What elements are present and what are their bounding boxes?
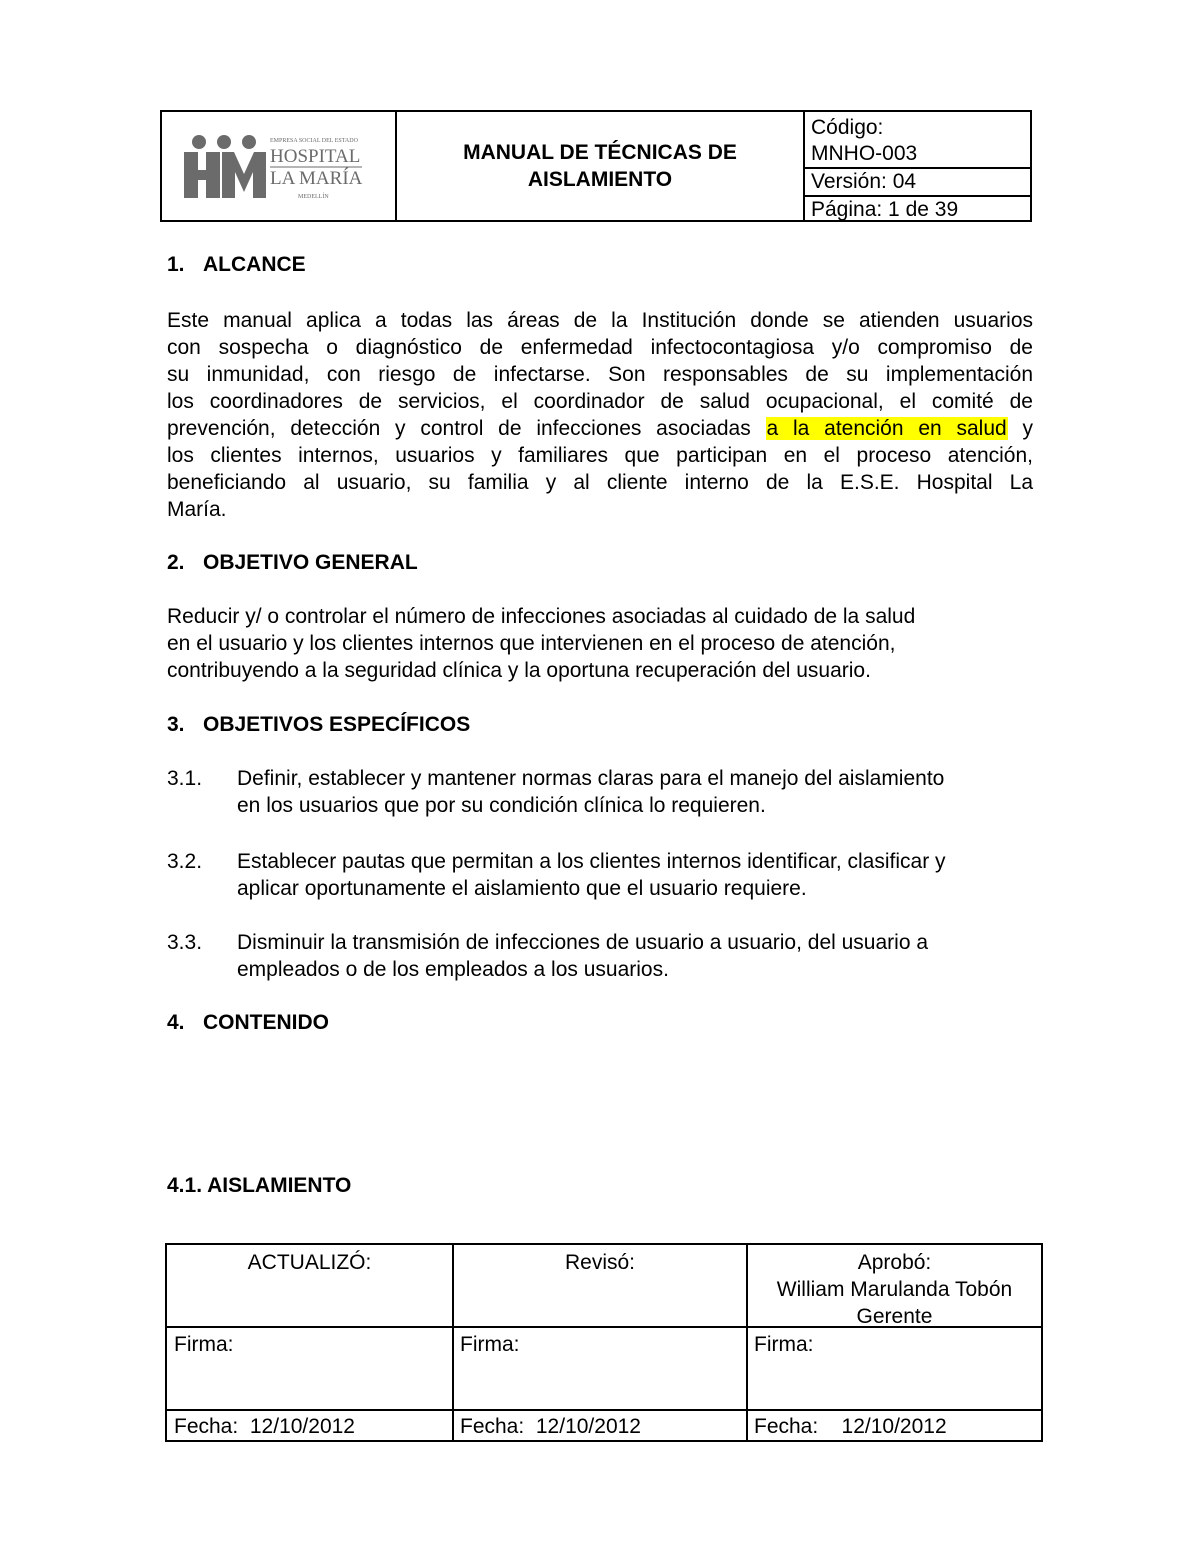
date-field: Fecha: 12/10/2012: [174, 1415, 355, 1438]
title-line-2: AISLAMIENTO: [527, 168, 673, 191]
svg-text:LA MARÍA: LA MARÍA: [270, 168, 363, 189]
list-item: [167, 765, 1033, 819]
paragraph-line: prevención, detección y control de infecciones asociadas a la atención en salud y: [167, 417, 1033, 440]
paragraph-line: en el usuario y los clientes internos que intervienen en el proceso de atención,: [167, 632, 896, 655]
section-heading-objetivo-general: 2. OBJETIVO GENERAL: [167, 551, 418, 574]
approved-by-header: Aprobó: William Marulanda Tobón Gerente: [748, 1249, 1041, 1330]
section-heading-aislamiento: 4.1. AISLAMIENTO: [167, 1174, 352, 1197]
list-item-number: 3.3.: [167, 931, 203, 954]
hospital-logo: [162, 112, 395, 220]
code-label: Código:: [811, 116, 884, 139]
meta-divider: [805, 195, 1032, 197]
paragraph-line: Este manual aplica a todas las áreas de la Institución donde se atienden usuarios: [167, 309, 1033, 332]
signature-label: Firma:: [174, 1333, 234, 1356]
paragraph-line: Reducir y/ o controlar el número de infecciones asociadas al cuidado de la salud: [167, 605, 916, 628]
paragraph-line: su inmunidad, con riesgo de infectarse. Son responsables de su implementación: [167, 363, 1033, 386]
alcance-paragraph: [167, 307, 1033, 523]
highlighted-text: a la atención en salud: [766, 417, 1007, 440]
signature-label: Firma:: [460, 1333, 520, 1356]
svg-text:EMPRESA SOCIAL DEL ESTADO: EMPRESA SOCIAL DEL ESTADO: [270, 138, 358, 144]
approver-role: Gerente: [856, 1305, 933, 1328]
reviewed-by-header: Revisó:: [564, 1251, 636, 1274]
page-label: Página: 1 de 39: [811, 198, 959, 221]
list-item: [167, 929, 1033, 983]
section-heading-objetivos-especificos: 3. OBJETIVOS ESPECÍFICOS: [167, 713, 471, 736]
list-item-text: en los usuarios que por su condición clínica lo requieren.: [237, 794, 766, 817]
list-item-number: 3.2.: [167, 850, 203, 873]
paragraph-line: contribuyendo a la seguridad clínica y la oportuna recuperación del usuario.: [167, 659, 871, 682]
approver-name: William Marulanda Tobón: [776, 1278, 1013, 1301]
list-item-text: Definir, establecer y mantener normas claras para el manejo del aislamiento: [237, 767, 945, 790]
objetivo-general-paragraph: [167, 603, 1033, 684]
meta-divider: [805, 167, 1032, 169]
date-field: Fecha: 12/10/2012: [754, 1415, 947, 1438]
table-divider: [167, 1409, 1041, 1411]
list-item-text: empleados o de los empleados a los usuarios.: [237, 958, 669, 981]
document-header-table: [160, 110, 1032, 222]
list-item-text: Disminuir la transmisión de infecciones de usuario a usuario, del usuario a: [237, 931, 929, 954]
document-title: [397, 112, 805, 220]
list-item-number: 3.1.: [167, 767, 203, 790]
svg-text:MEDELLÍN: MEDELLÍN: [298, 194, 329, 200]
section-heading-contenido: 4. CONTENIDO: [167, 1011, 329, 1034]
signature-table: [165, 1243, 1043, 1442]
document-meta: [805, 112, 1030, 220]
paragraph-line: los coordinadores de servicios, el coordinador de salud ocupacional, el comité de: [167, 390, 1033, 413]
list-item-text: Establecer pautas que permitan a los clientes internos identificar, clasificar y: [237, 850, 946, 873]
svg-text:HOSPITAL: HOSPITAL: [270, 146, 361, 167]
signature-label: Firma:: [754, 1333, 814, 1356]
list-item-text: aplicar oportunamente el aislamiento que el usuario requiere.: [237, 877, 807, 900]
paragraph-line: beneficiando al usuario, su familia y al cliente interno de la E.S.E. Hospital La: [167, 471, 1033, 494]
paragraph-line: con sospecha o diagnóstico de enfermedad infectocontagiosa y/o compromiso de: [167, 336, 1033, 359]
paragraph-line: los clientes internos, usuarios y familiares que participan en el proceso atención,: [167, 444, 1033, 467]
logo-cell: [162, 112, 397, 220]
updated-by-header: ACTUALIZÓ:: [247, 1251, 372, 1274]
title-line-1: MANUAL DE TÉCNICAS DE: [463, 141, 737, 164]
version-label: Versión: 04: [811, 170, 917, 193]
date-field: Fecha: 12/10/2012: [460, 1415, 641, 1438]
list-item: [167, 848, 1033, 902]
code-value: MNHO-003: [811, 142, 918, 165]
section-heading-alcance: 1. ALCANCE: [167, 253, 306, 276]
paragraph-line: María.: [167, 498, 227, 521]
